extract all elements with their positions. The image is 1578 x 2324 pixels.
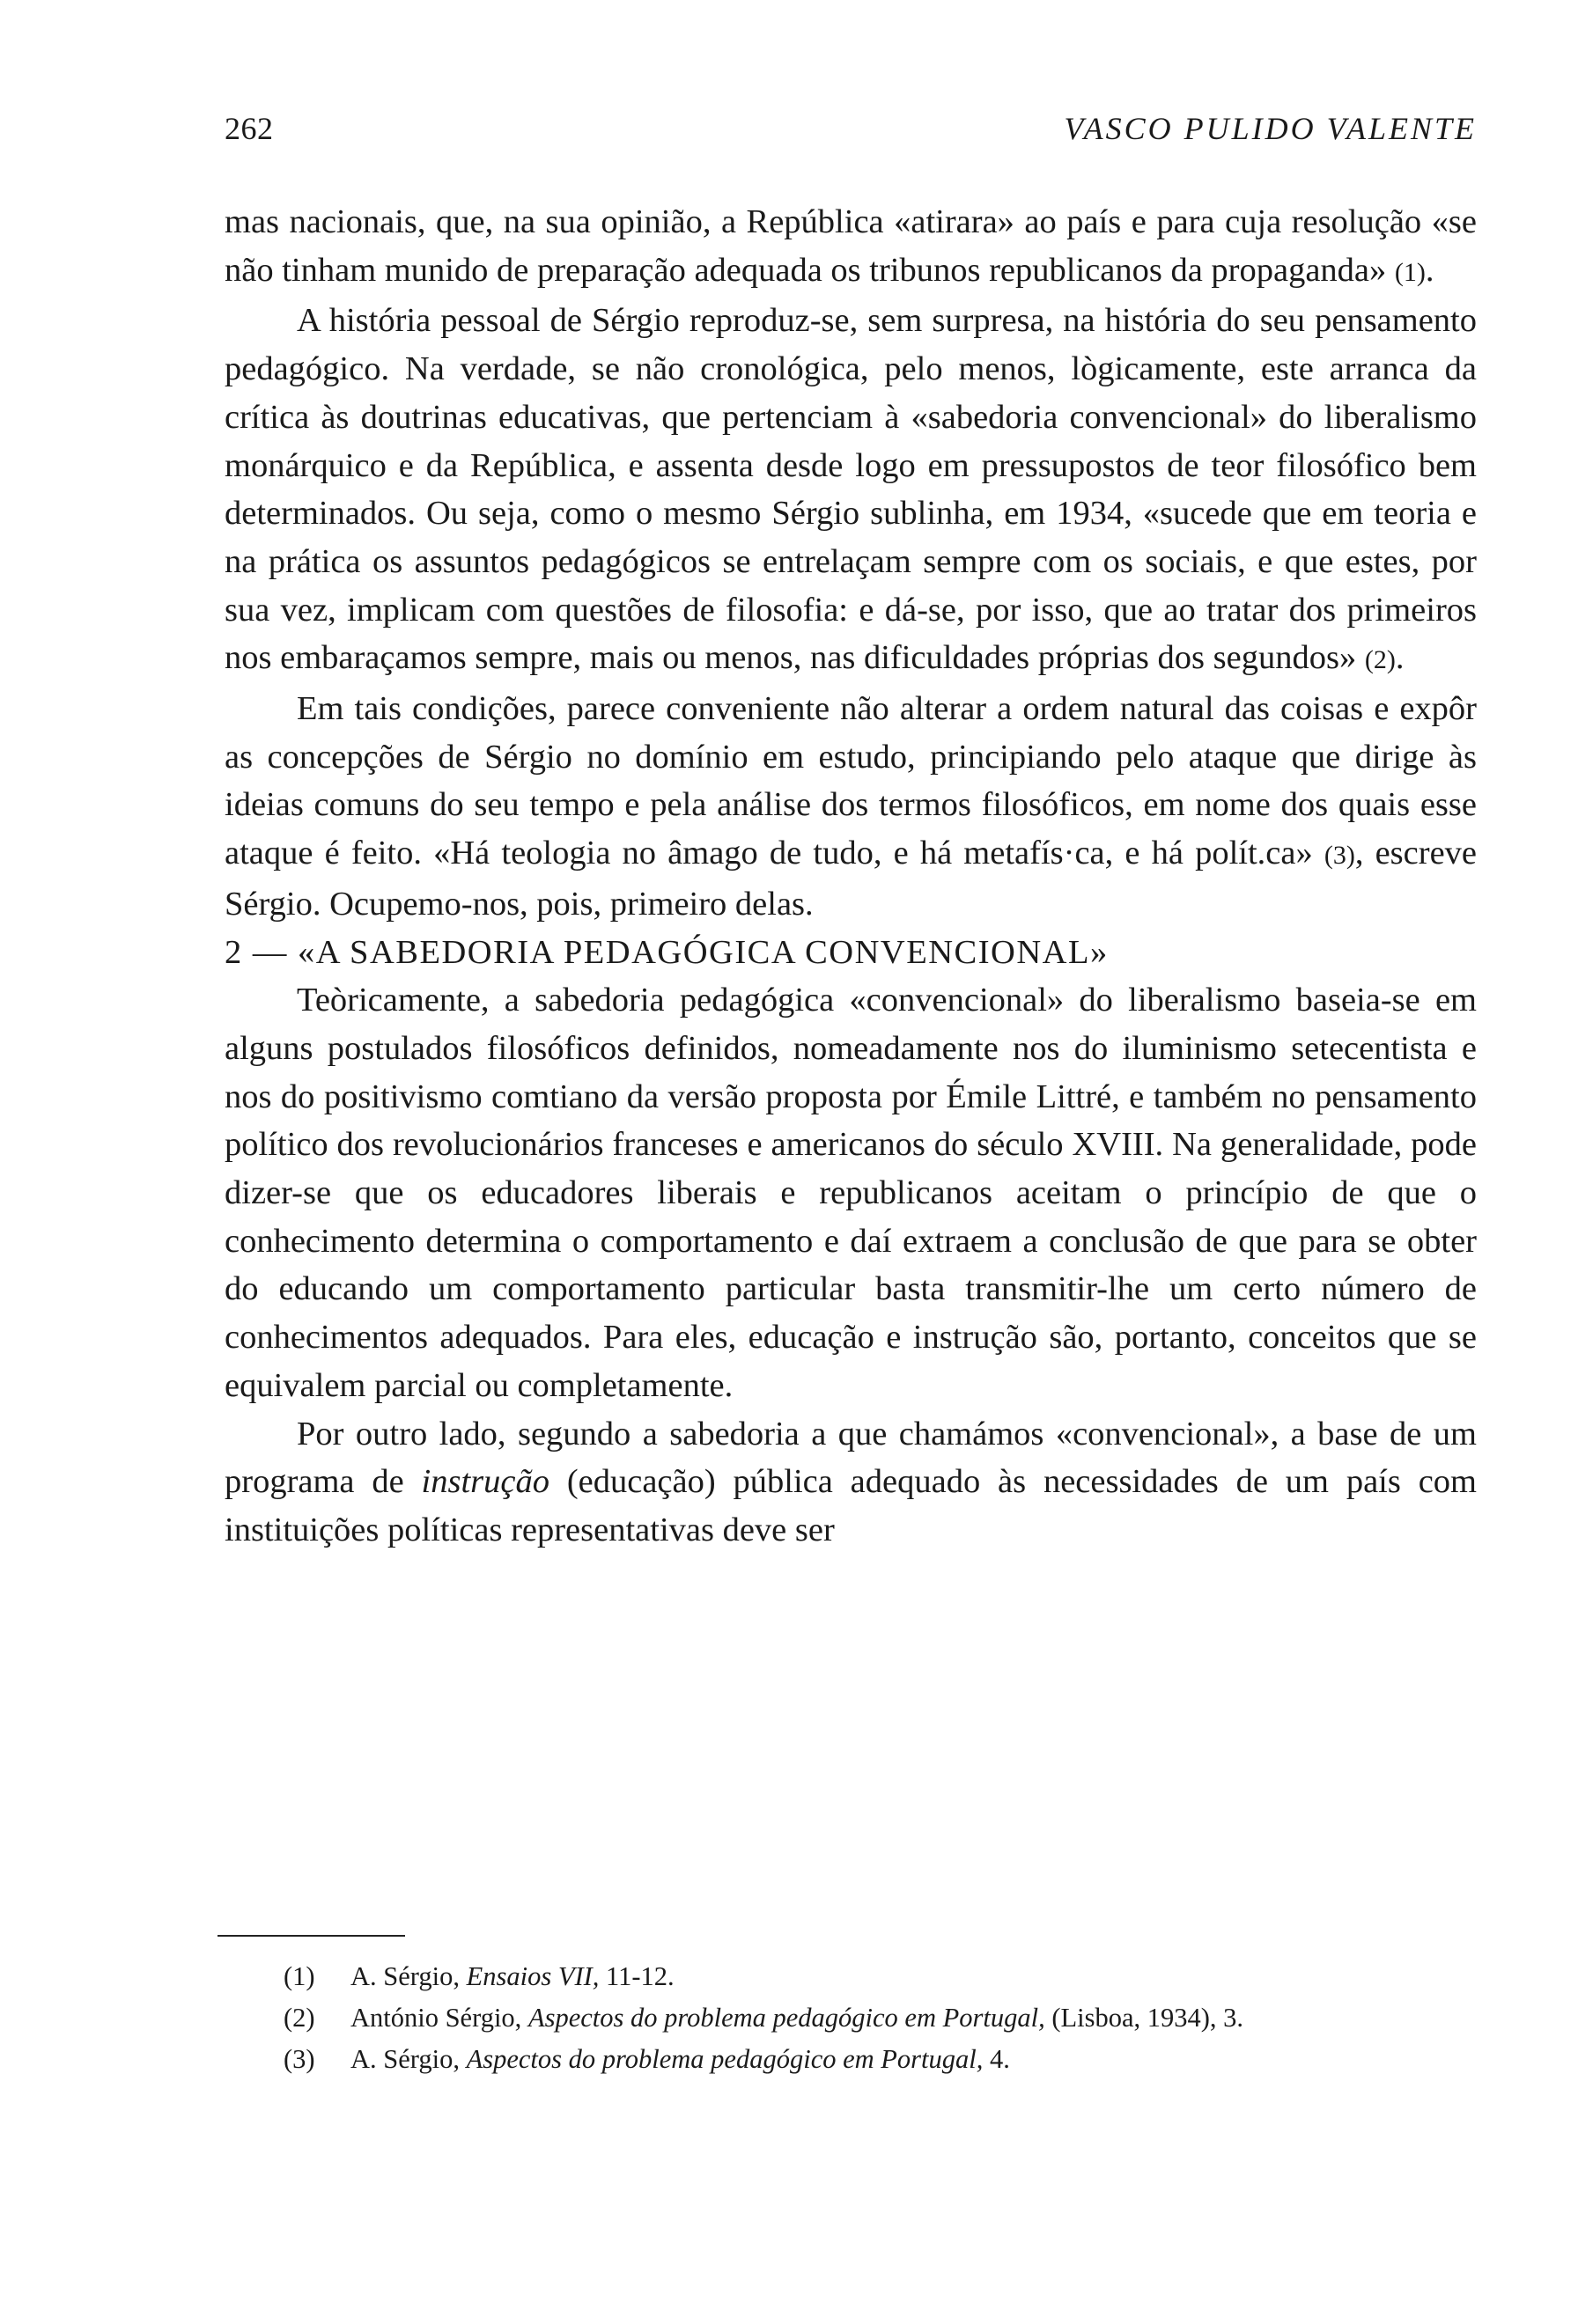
running-head: VASCO PULIDO VALENTE (1064, 111, 1477, 146)
paragraph: mas nacionais, que, na sua opinião, a República «atirara» ao país e para cuja resolução «se não tinham munido de preparação adequada os tribunos republicanos da propaganda» (1). (225, 203, 1477, 289)
paragraph: Teòricamente, a sabedoria pedagógica «convencional» do liberalismo baseia-se em alguns postulados filosóficos definidos, nomeadamente nos do iluminismo setecentista e nos do positivismo comtiano da versão proposta por Émile Littré, e também no pensamento político dos revolucionários franceses e americanos do século XVIII. Na generalidade, pode dizer-se que os educadores liberais e republicanos aceitam o princípio de que o conhecimento determina o comportamento e daí extraem a conclusão de que para se obter do educando um comportamento particular basta transmitir-lhe um certo número de conhecimentos adequados. Para eles, educação e instrução são, portanto, conceitos que se equivalem parcial ou completamente. (225, 982, 1477, 1404)
footnote-reference: (2) (1364, 645, 1396, 675)
paragraph: Em tais condições, parece conveniente não alterar a ordem natural das coisas e expôr as concepções de Sérgio no domínio em estudo, principiando pelo ataque que dirige às ideias comuns do seu tempo e pela análise dos termos filosóficos, em nome dos quais esse ataque é feito. «Há teologia no âmago de tudo, e há metafís·ca, e há polít.ca» (3), escreve Sérgio. Ocupemo-nos, pois, primeiro delas. (225, 690, 1477, 923)
footnote-title: Aspectos do problema pedagógico em Portugal, (466, 2044, 984, 2074)
page-number: 262 (225, 111, 274, 146)
paragraph: Por outro lado, segundo a sabedoria a que chamámos «convencional», a base de um programa de instrução (educação) pública adequado às necessidades de um país com instituições políticas representativas deve ser (225, 1415, 1477, 1548)
footnote-mark: (3) (284, 2044, 315, 2074)
section-heading: 2 — «A SABEDORIA PEDAGÓGICA CONVENCIONAL» (225, 933, 1109, 971)
page-header (225, 110, 1477, 154)
footnote-separator (218, 1935, 405, 1937)
footnote: (3) A. Sérgio, Aspectos do problema pedagógico em Portugal, 4. (284, 2039, 1477, 2080)
footnote-mark: (2) (284, 2003, 315, 2033)
footnote: (2) António Sérgio, Aspectos do problema pedagógico em Portugal, (Lisboa, 1934), 3. (284, 1997, 1477, 2039)
body-text (225, 198, 1477, 1555)
footnote-reference: (3) (1324, 841, 1355, 871)
footnote-mark: (1) (284, 1961, 315, 1991)
paragraph: A história pessoal de Sérgio reproduz-se, sem surpresa, na história do seu pensamento pedagógico. Na verdade, se não cronológica, pelo menos, lògicamente, este arranca da crítica às doutrinas educativas, que pertenciam à «sabedoria convencional» do liberalismo monárquico e da República, e assenta desde logo em pressupostos de teor filosófico bem determinados. Ou seja, como o mesmo Sérgio sublinha, em 1934, «sucede que em teoria e na prática os assuntos pedagógicos se entrelaçam sempre com os sociais, e que estes, por sua vez, implicam com questões de filosofia: e dá-se, por isso, que ao tratar dos primeiros nos embaraçamos sempre, mais ou menos, nas dificuldades próprias dos segundos» (2). (225, 302, 1477, 677)
footnote: (1) A. Sérgio, Ensaios VII, 11-12. (284, 1956, 1477, 1997)
footnote-reference: (1) (1394, 257, 1426, 287)
footnote-title: Aspectos do problema pedagógico em Portugal, (527, 2003, 1045, 2033)
italic-term: instrução (421, 1463, 549, 1501)
footnotes (284, 1956, 1477, 2080)
footnote-title: Ensaios VII, (466, 1961, 600, 1991)
